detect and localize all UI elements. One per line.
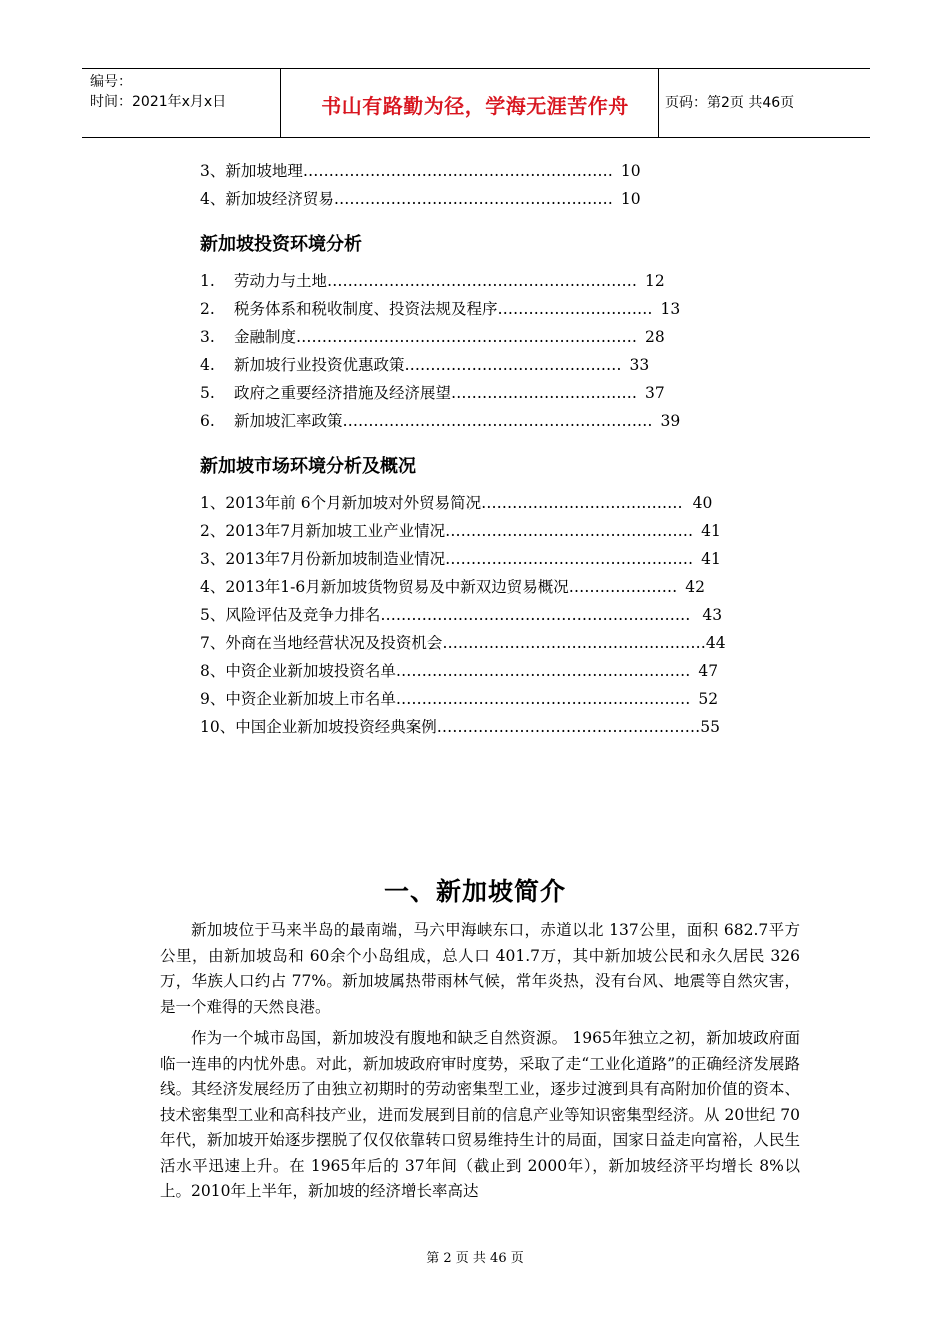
toc-item-number: 2. <box>200 300 215 318</box>
toc-section-title: 新加坡投资环境分析 <box>200 234 362 255</box>
toc-item[interactable] <box>200 576 705 598</box>
header-meta <box>90 72 226 112</box>
toc-item-text: 3、2013年7月份新加坡制造业情况 <box>200 550 446 568</box>
toc-item[interactable] <box>200 410 680 432</box>
page-header <box>82 68 870 138</box>
header-page-label: 页码：第2页 共46页 <box>665 95 795 111</box>
toc-item-page: 42 <box>685 578 706 596</box>
toc-item-page: 33 <box>629 356 650 374</box>
toc-item-page: 37 <box>645 384 665 402</box>
page-footer: 第 2 页 共 46 页 <box>426 1251 524 1266</box>
toc-item-text: 新加坡行业投资优惠政策 <box>234 356 405 374</box>
header-divider <box>280 69 281 137</box>
toc-item-text: 9、中资企业新加坡上市名单 <box>200 690 396 708</box>
toc-item-text: 税务体系和税收制度、投资法规及程序 <box>234 300 498 318</box>
toc-leader: ………………………………………………… <box>395 690 691 708</box>
toc-item-page: 10 <box>620 190 641 208</box>
toc-item-text: 1、2013年前 6个月新加坡对外贸易简况 <box>200 494 482 512</box>
toc-item-text: 8、中资企业新加坡投资名单 <box>200 662 396 680</box>
toc-leader: ………………………………………… <box>445 550 694 568</box>
toc-leader: …………………………………………………… <box>342 412 653 430</box>
paragraph: 作为一个城市岛国，新加坡没有腹地和缺乏自然资源。 1965年独立之初，新加坡政府面临一连串的内忧外患。对此，新加坡政府审时度势，采取了走“工业化道路”的正确经济发展路线。其经济发展经历了由独立初期时的劳动密集型工业，逐步过渡到具有高附加价值的资本、技术密集型工业和高科技产业，进而发展到目前的信息产业等知识密集型经济。从 20世纪 70年代，新加坡开始逐步摆脱了仅仅依靠转口贸易维持生计的局面，国家日益走向富裕，人民生活水平迅速上升。在 1965年后的 37年间（截止到 2000年），新加坡经济平均增长 8%以上。2010年上半年，新加坡的经济增长率高达 <box>160 1029 800 1200</box>
toc-item-page: 43 <box>702 606 723 624</box>
toc-leader: ……………………………… <box>451 384 638 402</box>
toc-item-text: 10、中国企业新加坡投资经典案例 <box>200 718 437 736</box>
toc-item[interactable] <box>200 660 718 682</box>
toc-item-page: 12 <box>645 272 665 290</box>
toc-leader: …………………………………………… <box>436 718 701 736</box>
chapter-title: 一、新加坡简介 <box>383 877 566 906</box>
toc-item-number: 4. <box>200 356 215 374</box>
toc-item-page: 44 <box>705 634 726 652</box>
toc-item-page: 41 <box>701 550 721 568</box>
toc-item[interactable] <box>200 632 726 654</box>
toc-leader: ………………………………………………………… <box>296 328 638 346</box>
toc-item[interactable] <box>200 298 680 320</box>
toc-item-page: 28 <box>645 328 665 346</box>
toc-item-text: 劳动力与土地 <box>234 272 328 290</box>
toc-item-number: 6. <box>200 412 215 430</box>
toc-leader: …………………………………… <box>404 356 622 374</box>
toc-leader: …………………………………………………… <box>302 162 613 180</box>
toc-item-number: 1. <box>200 272 215 290</box>
toc-item[interactable] <box>200 382 665 404</box>
toc-item-page: 41 <box>701 522 721 540</box>
toc-item-text: 2、2013年7月新加坡工业产业情况 <box>200 522 446 540</box>
toc-item[interactable] <box>200 354 649 376</box>
toc-item-page: 10 <box>620 162 641 180</box>
toc-item-page: 47 <box>698 662 719 680</box>
toc-item[interactable] <box>200 188 641 210</box>
toc-item-text: 4、2013年1-6月新加坡货物贸易及中新双边贸易概况 <box>200 578 569 596</box>
toc-item[interactable] <box>200 520 721 542</box>
toc-item-text: 金融制度 <box>234 328 297 346</box>
toc-item-text: 政府之重要经济措施及经济展望 <box>234 384 452 402</box>
toc-item[interactable] <box>200 270 665 292</box>
toc-item[interactable] <box>200 326 665 348</box>
chapter-body <box>160 918 800 1211</box>
toc-item-number: 5. <box>200 384 215 402</box>
toc-item[interactable] <box>200 688 718 710</box>
toc-leader: …………………………………………… <box>442 634 706 652</box>
toc-item[interactable] <box>200 716 720 738</box>
toc-section-title: 新加坡市场环境分析及概况 <box>200 456 416 477</box>
header-motto: 书山有路勤为径，学海无涯苦作舟 <box>321 94 629 118</box>
toc-item-page: 55 <box>700 718 720 736</box>
toc-item-page: 13 <box>660 300 681 318</box>
toc-leader: ………………………… <box>497 300 653 318</box>
toc-item-text: 新加坡汇率政策 <box>234 412 343 430</box>
toc-item-text: 5、风险评估及竞争力排名 <box>200 606 381 624</box>
date-label: 时间：2021年x月x日 <box>90 94 227 110</box>
toc-leader: ………………………………………… <box>445 522 694 540</box>
toc-leader: ……………………………………………… <box>333 190 613 208</box>
toc-item-page: 40 <box>692 494 713 512</box>
toc-item[interactable] <box>200 548 721 570</box>
toc-item[interactable] <box>200 604 722 626</box>
toc-leader: ………………… <box>568 578 678 596</box>
toc-item-number: 3. <box>200 328 215 346</box>
paragraph: 新加坡位于马来半岛的最南端，马六甲海峡东口，赤道以北 137公里，面积 682.7平方公里，由新加坡岛和 60余个小岛组成，总人口 401.7万，其中新加坡公民和永久居民 326万，华族人口约占 77%。新加坡属热带雨林气候，常年炎热，没有台风、地震等自然灾害，是一个难得的天然良港。 <box>160 921 800 1016</box>
toc-leader: …………………………………………………… <box>380 606 691 624</box>
toc-item-page: 52 <box>698 690 719 708</box>
toc-leader: …………………………………………………… <box>327 272 638 290</box>
toc-item-text: 7、外商在当地经营状况及投资机会 <box>200 634 443 652</box>
toc-item-text: 3、新加坡地理 <box>200 162 303 180</box>
toc-item-text: 4、新加坡经济贸易 <box>200 190 334 208</box>
toc-item[interactable] <box>200 492 712 514</box>
number-label: 编号： <box>90 74 132 90</box>
toc-item-page: 39 <box>660 412 681 430</box>
toc-leader: ………………………………… <box>481 494 683 512</box>
toc-item[interactable] <box>200 160 641 182</box>
header-divider <box>658 69 659 137</box>
toc-leader: ………………………………………………… <box>395 662 691 680</box>
